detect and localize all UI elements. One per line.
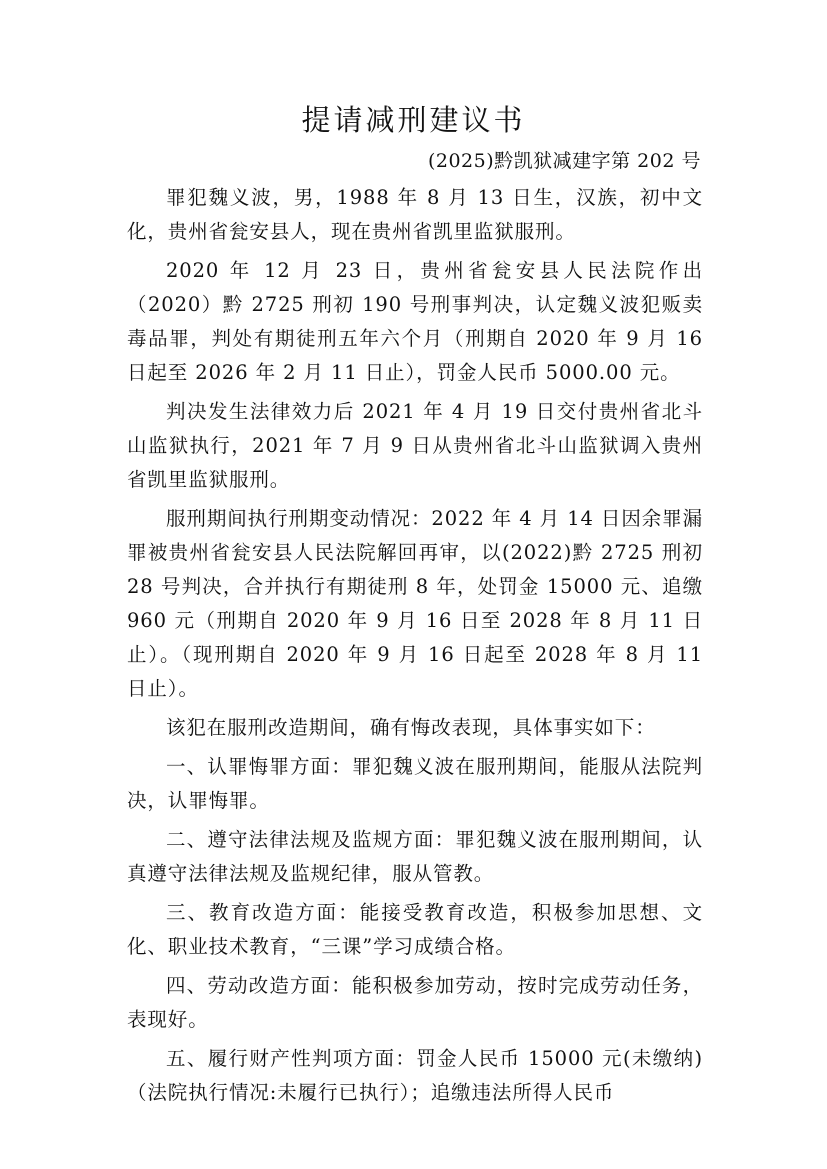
paragraph-obey-rules: 二、遵守法律法规及监规方面：罪犯魏义波在服刑期间，认真遵守法律法规及监规纪律，服从管教。 <box>127 828 703 885</box>
paragraph-repentance-intro: 该犯在服刑改造期间，确有悔改表现，具体事实如下： <box>166 716 656 739</box>
paragraph-sentence-change: 服刑期间执行刑期变动情况：2022 年 4 月 14 日因余罪漏罪被贵州省瓮安县人民法院解回再审，以(2022)黔 2725 刑初 28 号判决，合并执行有期徒刑 8 年，处罚金 15000 元、追缴 960 元（刑期自 2020 年 9 月 16 日至 2028 年 8 月 11 日止）。（现刑期自 2020 年 9 月 16 日起至 2028 年 8 月 11 日止）。 <box>127 507 703 700</box>
paragraph-transfer: 判决发生法律效力后 2021 年 4 月 19 日交付贵州省北斗山监狱执行，2021 年 7 月 9 日从贵州省北斗山监狱调入贵州省凯里监狱服刑。 <box>127 400 703 491</box>
paragraph-admit-guilt: 一、认罪悔罪方面：罪犯魏义波在服刑期间，能服从法院判决，认罪悔罪。 <box>127 755 703 812</box>
document-title: 提请减刑建议书 <box>301 103 526 137</box>
document-number: (2025)黔凯狱减建字第 202 号 <box>427 150 701 172</box>
paragraph-education: 三、教育改造方面：能接受教育改造，积极参加思想、文化、职业技术教育，“三课”学习成绩合格。 <box>127 901 703 958</box>
document-body <box>127 181 703 1115</box>
paragraph-property-judgment: 五、履行财产性判项方面：罚金人民币 15000 元(未缴纳)（法院执行情况:未履行已执行）；追缴违法所得人民币 <box>127 1047 703 1104</box>
paragraph-labor: 四、劳动改造方面：能积极参加劳动，按时完成劳动任务，表现好。 <box>127 974 703 1031</box>
paragraph-original-judgment: 2020 年 12 月 23 日，贵州省瓮安县人民法院作出（2020）黔 2725 刑初 190 号刑事判决，认定魏义波犯贩卖毒品罪，判处有期徒刑五年六个月（刑期自 2020 年 9 月 16 日起至 2026 年 2 月 11 日止），罚金人民币 5000.00 元。 <box>127 259 703 384</box>
paragraph-criminal-info: 罪犯魏义波，男，1988 年 8 月 13 日生，汉族，初中文化，贵州省瓮安县人，现在贵州省凯里监狱服刑。 <box>127 186 703 243</box>
